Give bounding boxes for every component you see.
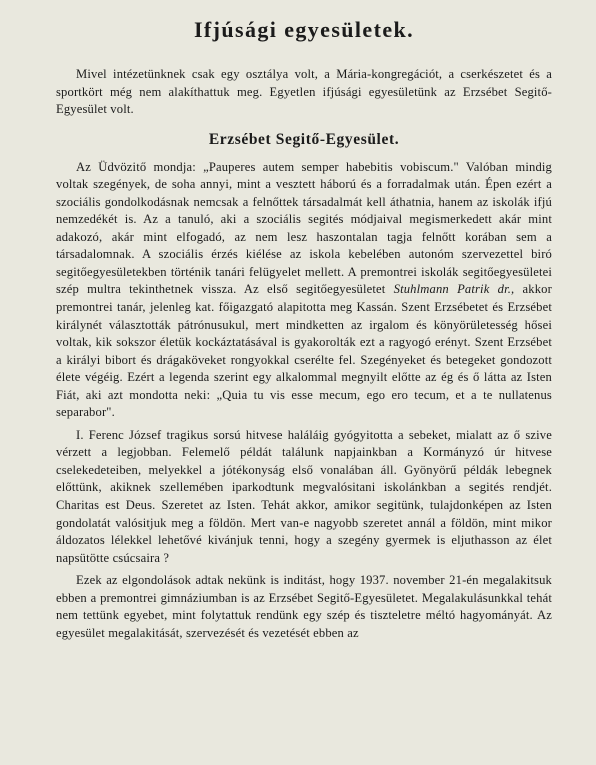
founder-name: Stuhlmann Patrik dr.,: [393, 282, 515, 297]
paragraph-1-part-b: akkor premontrei tanár, jelenleg kat. főigazgató alapitotta meg Kassán. Szent Erzsébetet és Erzsébet királynét választották pátrónusukul, mert mindketten az irgalom és könyörületesség hősei voltak, kik sokszor életük kockáztatásával is gyakorolták ezt a ragyogó erényt. Szent Erzsébet a királyi bibort és drágaköveket rongyokkal cserélte fel. Szegényeket és betegeket gondozott élete végéig. Ezért a legenda szerint egy alkalommal megnyilt előtte az ég és ő látta az Isten Fiát, aki azt mondotta neki: „Quia tu vis esse mecum, ego ero tecum, et a te nullatenus separabor".: [56, 282, 552, 420]
section-title: Erzsébet Segitő-Egyesület.: [208, 130, 400, 148]
page-title: Ifjúsági egyesületek.: [193, 17, 415, 42]
paragraph-1: [56, 159, 552, 422]
paragraph-3: Ezek az elgondolások adtak nekünk is inditást, hogy 1937. november 21-én megalakitsuk ebben a premontrei gimnáziumban is az Erzsébet Segitő-Egyesületet. Megalakulásunkkal tehát nem tettünk egyebet, mint folytattuk rendünk egy szép és tiszteletre méltó hagyományát. Az egyesület megalakitását, szervezését és vezetését ebben az: [56, 573, 552, 640]
paragraph-1-part-a: Az Üdvözitő mondja: „Pauperes autem semper habebitis vobiscum." Valóban mindig voltak szegények, de soha annyi, mint a vesztett háború és a forradalmak után. Épen ezért a szociális gondolkodásnak nemcsak a felnőttek társadalmát kell áthatnia, hanem az iskolák ifjú nemzedékét is. Az a tanuló, aki a szociális segités módjaival megismerkedett akár mint adakozó, akár mint elfogadó, az nem lesz haszontalan tagja felnőtt korában sem a társadalomnak. A szociális érzés kiélése az iskola kebelében autonóm szervezettel biró segitőegyesületekben történik tanári felügyelet mellett. A premontrei iskolák segitőegyesületei szép multra tekinthetnek vissza. Az első segitőegyesületet: [56, 159, 552, 297]
paragraph-2: I. Ferenc József tragikus sorsú hitvese haláláig gyógyitotta a sebeket, mialatt az ő szive vérzett a legjobban. Felemelő példát találunk napjainkban a Kormányzó úr hitvese cselekedeteiben, melyekkel a jótékonyság első vonalában áll. Gyönyörű példák lebegnek előttünk, akiknek szellemében iparkodtunk megvalósitani iskolánkban a segités rendjét. Charitas est Deus. Szeretet az Isten. Tehát akkor, amikor segitünk, tulajdonképen az Isten gondolatát valósitjuk meg a földön. Mert van-e nagyobb szeretet annál a földön, mint mikor áldozatos lélekkel lehetővé kivánjuk tenni, hogy a szegény gyermek is eljuthasson az élet napsütötte csúcsaira ?: [56, 427, 552, 565]
intro-paragraph: Mivel intézetünknek csak egy osztálya volt, a Mária-kongregációt, a cserkészetet és a sportkört még nem alakíthattuk meg. Egyetlen ifjúsági egyesületünk az Erzsébet Segitő-Egyesület volt.: [56, 67, 552, 117]
